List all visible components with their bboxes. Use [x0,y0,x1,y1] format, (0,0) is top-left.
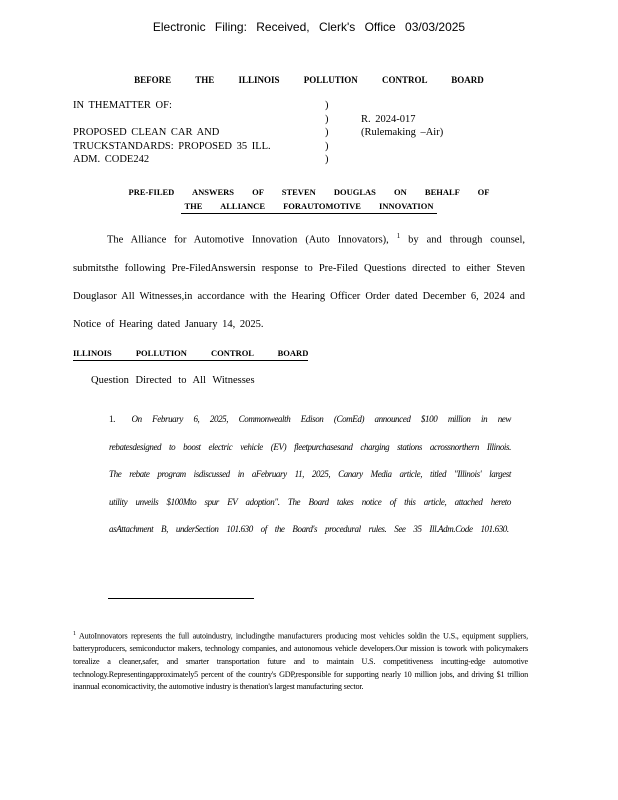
caption-row [73,140,533,154]
footnote-separator [108,598,254,599]
footnote-mark: 1 [73,631,76,637]
intro-paragraph [73,222,525,339]
question-heading: Question Directed to All Witnesses [91,375,255,386]
intro-text: The Alliance for Automotive Innovation (Auto Innovators), [107,234,389,246]
case-caption [73,99,533,167]
question-item [91,406,511,544]
caption-paren: ) [325,154,329,165]
question-text: On February 6, 2025, Commonwealth Edison (ComEd) announced $100 million in new rebatesdesigned to boost electric vehicle (EV) fleetpurchasesand charging stations acrossnorthern Illinois. The rebate program isdiscussed in aFebruary 11, 2025, Canary Media article, titled "Illinois' largest utility unveils $100Mto spur EV adoption". The Board takes notice of this article, attached hereto asAttachment B, underSection 101.630 of the Board's procedural rules. See 35 Ill.Adm.Code 101.630. [109,414,511,534]
intro-text-continued: by and through counsel, submitsthe following Pre-FiledAnswersin response to Pre-Filed Questions directed to either Steven Douglasor All Witnesses,in accordance with the Hearing Officer Order dated December 6, 2024 and Notice of Hearing dated January 14, 2025. [73,234,525,330]
caption-left-text [73,113,325,127]
board-title: BEFORE THE ILLINOIS POLLUTION CONTROL BOARD [134,75,484,85]
footnote [73,628,528,694]
caption-left-text: IN THEMATTER OF: [73,100,172,111]
caption-paren: ) [325,113,329,125]
document-title-line1: PRE-FILED ANSWERS OF STEVEN DOUGLAS ON BEHALF OF [128,187,490,197]
caption-paren: ) [325,140,329,152]
caption-paren: ) [325,127,329,138]
footnote-reference[interactable]: 1 [396,232,401,240]
caption-row [73,113,533,127]
filing-stamp-header: Electronic Filing: Received, Clerk's Office 03/03/2025 [152,20,466,34]
caption-row [73,99,533,113]
document-title [0,185,618,214]
document-title-line2: THE ALLIANCE FORAUTOMOTIVE INNOVATION [181,199,438,214]
caption-left-text: TRUCKSTANDARDS: PROPOSED 35 ILL. [73,140,271,152]
caption-row [73,153,533,167]
section-heading: ILLINOIS POLLUTION CONTROL BOARD [73,348,308,361]
caption-left-text: ADM. CODE242 [73,154,150,165]
caption-row [73,126,533,140]
question-body [91,406,511,544]
rulemaking-type: (Rulemaking –Air) [361,127,444,138]
question-number: 1. [109,414,115,424]
footnote-text: AutoInnovators represents the full autoindustry, includingthe manufacturers producing most vehicles soldin the U.S., equipment suppliers, batteryproducers, semiconductor makers, technology companies, and autonomous vehicle developers.Our mission is towork with policymakers torealize a cleaner,safer, and smarter transportation future and to maintain U.S. competitiveness incutting-edge automotive technology.Representingapproximately5 percent of the country's GDP,responsible for supporting nearly 10 million jobs, and driving $1 trillion inannual economicactivity, the automotive industry is thenation's largest manufacturing sector. [73,631,528,692]
case-number: R. 2024-017 [361,113,416,125]
caption-paren: ) [325,100,329,111]
caption-left-text: PROPOSED CLEAN CAR AND [73,127,220,138]
